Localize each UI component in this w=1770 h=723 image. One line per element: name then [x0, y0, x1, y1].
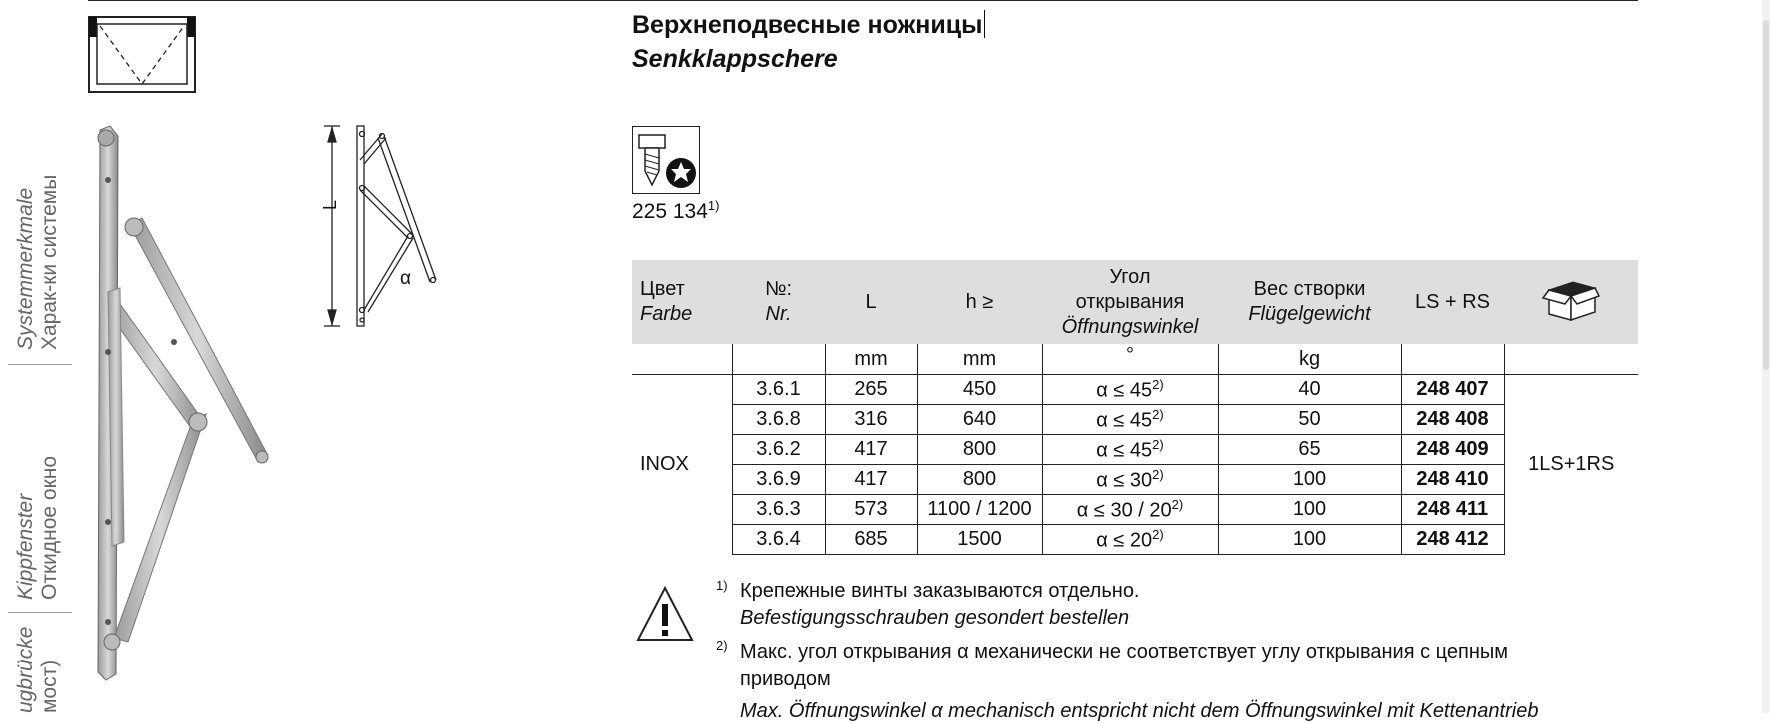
bottom-hung-window-pictogram: [86, 14, 200, 96]
article-number-cell: 248 412: [1401, 525, 1504, 555]
h-cell: 800: [917, 465, 1042, 495]
header-package: [1504, 260, 1638, 344]
table-row: [632, 405, 1638, 435]
footnote-1-mark: 1): [716, 578, 728, 593]
footnote-ref: 2): [1171, 496, 1184, 512]
nr-cell: 3.6.9: [732, 465, 825, 495]
unit-cell: [632, 344, 732, 375]
side-tab-tilt-window[interactable]: [0, 365, 72, 610]
angle-value: α ≤ 45: [1096, 379, 1153, 402]
l-cell: 417: [825, 465, 917, 495]
vertical-scrollbar[interactable]: [1762, 0, 1770, 713]
footnote-ref: 2): [1152, 466, 1164, 482]
angle-value: α ≤ 45: [1096, 439, 1153, 462]
footnote-2-de: Max. Öffnungswinkel α mechanisch entspricht nicht dem Öffnungswinkel mit Kettenantrieb: [740, 700, 1539, 722]
side-tab-label-ru: мост): [38, 659, 61, 713]
l-cell: 417: [825, 435, 917, 465]
angle-cell: [1042, 435, 1218, 465]
header-nr-ru: №:: [764, 278, 792, 300]
article-number-cell: 248 408: [1401, 405, 1504, 435]
header-angle-ru-1: Угол: [1109, 265, 1151, 288]
side-tab-label-ru: Откидное окно: [38, 455, 61, 600]
angle-cell: [1042, 465, 1218, 495]
unit-h: mm: [917, 344, 1042, 375]
angle-label-alpha: α: [400, 268, 411, 289]
dimension-label-l: L: [320, 199, 340, 210]
weight-cell: 100: [1218, 495, 1401, 525]
side-tab-system-features[interactable]: [0, 0, 72, 360]
color-cell: INOX: [640, 453, 689, 476]
table-row: [632, 525, 1638, 555]
angle-value: α ≤ 30: [1096, 469, 1153, 492]
header-angle-de: Öffnungswinkel: [1061, 315, 1199, 338]
side-tab-label-ru: Харак-ки системы: [38, 174, 61, 350]
article-number-cell: 248 407: [1401, 375, 1504, 405]
h-cell: 450: [917, 375, 1042, 405]
screw-accessory-box: [632, 126, 700, 194]
stay-arm-product-photo: [84, 122, 274, 682]
unit-weight: kg: [1218, 344, 1401, 375]
weight-cell: 100: [1218, 465, 1401, 495]
header-weight-de: Flügelgewicht: [1248, 303, 1371, 325]
screw-article-number: [632, 198, 719, 224]
header-color-de: Farbe: [640, 303, 693, 325]
table-units-row: [632, 344, 1638, 375]
table-row: [632, 465, 1638, 495]
screw-torx-icon: [633, 127, 699, 193]
weight-cell: 50: [1218, 405, 1401, 435]
screw-number-text: 225 134: [632, 200, 708, 223]
footnote-1-ru: Крепежные винты заказываются отдельно.: [740, 580, 1140, 602]
footnote-2-mark: 2): [716, 638, 728, 653]
header-weight: [1218, 260, 1401, 344]
page-subtitle: Senkklappschere: [632, 45, 838, 73]
unit-cell: [1401, 344, 1504, 375]
weight-cell: 100: [1218, 525, 1401, 555]
warning-triangle-icon: [634, 584, 696, 644]
angle-cell: [1042, 405, 1218, 435]
scrollbar-thumb[interactable]: [1763, 20, 1769, 370]
set-cell: 1LS+1RS: [1504, 375, 1638, 555]
side-tab-label-de: ugbrücke: [14, 626, 37, 713]
page-title: [632, 10, 985, 40]
header-ls-rs: LS + RS: [1401, 260, 1504, 344]
footnote-2-ru-line-2: приводом: [740, 668, 831, 690]
header-nr-de: Nr.: [765, 303, 792, 325]
unit-l: mm: [825, 344, 917, 375]
angle-value: α ≤ 30 / 20: [1076, 499, 1172, 522]
nr-cell: 3.6.3: [732, 495, 825, 525]
top-rule: [88, 0, 1638, 1]
header-nr: [732, 260, 825, 344]
technical-drawing: [316, 120, 446, 335]
weight-cell: 65: [1218, 435, 1401, 465]
spec-table: [632, 260, 1638, 555]
footnote-ref: 2): [1152, 376, 1164, 392]
l-cell: 573: [825, 495, 917, 525]
unit-cell: [1504, 344, 1638, 375]
article-number-cell: 248 409: [1401, 435, 1504, 465]
footnote-ref: 2): [1152, 436, 1164, 452]
l-cell: 265: [825, 375, 917, 405]
weight-cell: 40: [1218, 375, 1401, 405]
article-number-cell: 248 411: [1401, 495, 1504, 525]
footnote-2-ru-line-1: Макс. угол открывания α механически не соответствует углу открывания с цепным: [740, 641, 1508, 663]
side-tab-bridge[interactable]: [0, 613, 72, 713]
angle-value: α ≤ 45: [1096, 409, 1153, 432]
h-cell: 1100 / 1200: [917, 495, 1042, 525]
l-cell: 316: [825, 405, 917, 435]
header-angle: [1042, 260, 1218, 344]
h-cell: 640: [917, 405, 1042, 435]
footnote-ref: 2): [1152, 526, 1164, 542]
nr-cell: 3.6.4: [732, 525, 825, 555]
side-tab-label-de: Systemmerkmale: [14, 187, 37, 350]
header-h: h ≥: [917, 260, 1042, 344]
header-weight-ru: Вес створки: [1253, 278, 1366, 300]
header-l: L: [825, 260, 917, 344]
angle-value: α ≤ 20: [1096, 529, 1153, 552]
h-cell: 800: [917, 435, 1042, 465]
unit-angle: °: [1042, 344, 1218, 375]
l-cell: 685: [825, 525, 917, 555]
header-color: [632, 260, 732, 344]
table-row: [632, 375, 1638, 405]
angle-cell: [1042, 525, 1218, 555]
angle-cell: [1042, 375, 1218, 405]
nr-cell: 3.6.2: [732, 435, 825, 465]
nr-cell: 3.6.8: [732, 405, 825, 435]
footnote-ref: 2): [1152, 406, 1164, 422]
footnote-ref: 1): [707, 198, 720, 213]
h-cell: 1500: [917, 525, 1042, 555]
side-tab-label-de: Kippfenster: [14, 493, 37, 600]
header-color-ru: Цвет: [640, 278, 685, 300]
table-row: [632, 435, 1638, 465]
angle-cell: [1042, 495, 1218, 525]
article-number-cell: 248 410: [1401, 465, 1504, 495]
table-header-row: [632, 260, 1638, 344]
text-cursor: [984, 10, 985, 38]
footnote-1-de: Befestigungsschrauben gesondert bestellen: [740, 607, 1130, 629]
unit-cell: [732, 344, 825, 375]
table-row: [632, 495, 1638, 525]
package-box-icon: [1541, 274, 1601, 324]
header-angle-ru-2: открывания: [1075, 290, 1185, 313]
title-text: Верхнеподвесные ножницы: [632, 11, 983, 39]
nr-cell: 3.6.1: [732, 375, 825, 405]
